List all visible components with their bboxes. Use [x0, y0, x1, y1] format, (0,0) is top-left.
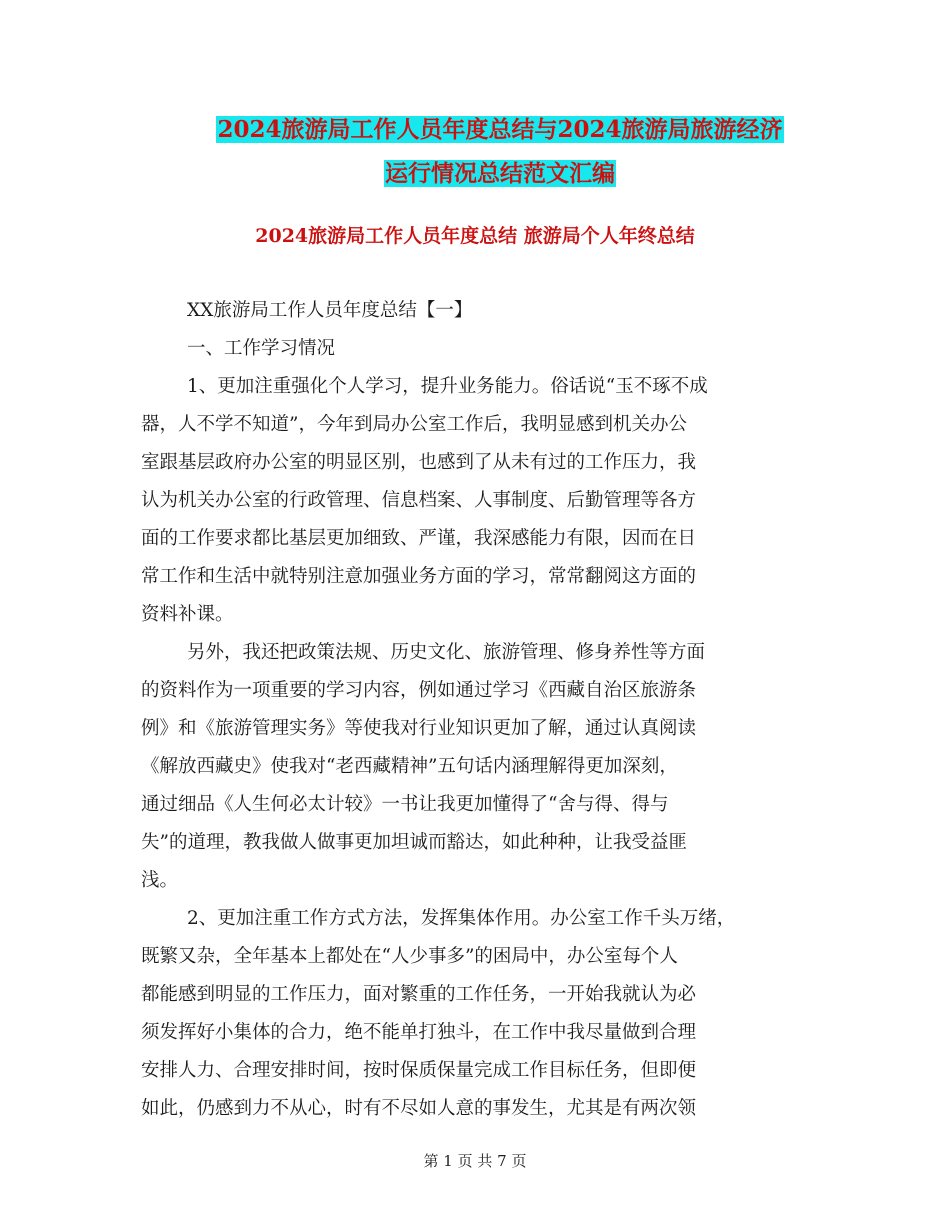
paragraph-line: 另外，我还把政策法规、历史文化、旅游管理、修身养性等方面: [187, 642, 706, 663]
paragraph-line: 器，人不学不知道”，今年到局办公室工作后，我明显感到机关办公: [141, 414, 687, 435]
paragraph-line: 例》和《旅游管理实务》等使我对行业知识更加了解，通过认真阅读: [141, 718, 697, 739]
paragraph-line: 资料补课。: [141, 604, 234, 625]
paragraph-line: 《解放西藏史》使我对“老西藏精神”五句话内涵理解得更加深刻，: [141, 756, 678, 777]
paragraph-line: 认为机关办公室的行政管理、信息档案、人事制度、后勤管理等各方: [141, 490, 697, 511]
paragraph-line: 常工作和生活中就特别注意加强业务方面的学习，常常翻阅这方面的: [141, 566, 697, 587]
document-subtitle: 2024旅游局工作人员年度总结 旅游局个人年终总结: [255, 225, 695, 247]
section-heading: XX旅游局工作人员年度总结【一】: [187, 300, 473, 321]
paragraph-line: 1、更加注重强化个人学习，提升业务能力。俗话说“玉不琢不成: [187, 376, 708, 397]
page-footer: 第 1 页 共 7 页: [423, 1152, 527, 1170]
paragraph-line: 须发挥好小集体的合力，绝不能单打独斗，在工作中我尽量做到合理: [141, 1022, 697, 1043]
paragraph-line: 失”的道理，教我做人做事更加坦诚而豁达，如此种种，让我受益匪: [141, 832, 687, 853]
paragraph-line: 面的工作要求都比基层更加细致、严谨，我深感能力有限，因而在日: [141, 528, 697, 549]
paragraph-line: 通过细品《人生何必太计较》一书让我更加懂得了“舍与得、得与: [141, 794, 669, 815]
paragraph-line: 都能感到明显的工作压力，面对繁重的工作任务，一开始我就认为必: [141, 984, 697, 1005]
section-heading: 一、工作学习情况: [187, 338, 336, 359]
document-title-line-2: 运行情况总结范文汇编: [385, 160, 615, 187]
paragraph-line: 的资料作为一项重要的学习内容，例如通过学习《西藏自治区旅游条: [141, 680, 697, 701]
paragraph-line: 室跟基层政府办公室的明显区别，也感到了从未有过的工作压力，我: [141, 452, 697, 473]
document-title-line-1: 2024旅游局工作人员年度总结与2024旅游局旅游经济: [217, 116, 783, 143]
paragraph-line: 浅。: [141, 870, 179, 891]
paragraph-line: 2、更加注重工作方式方法，发挥集体作用。办公室工作千头万绪，: [187, 908, 736, 929]
paragraph-line: 既繁又杂，全年基本上都处在“人少事多”的困局中，办公室每个人: [141, 946, 678, 967]
paragraph-line: 安排人力、合理安排时间，按时保质保量完成工作目标任务，但即便: [141, 1060, 697, 1081]
paragraph-line: 如此，仍感到力不从心，时有不尽如人意的事发生，尤其是有两次领: [141, 1098, 697, 1119]
